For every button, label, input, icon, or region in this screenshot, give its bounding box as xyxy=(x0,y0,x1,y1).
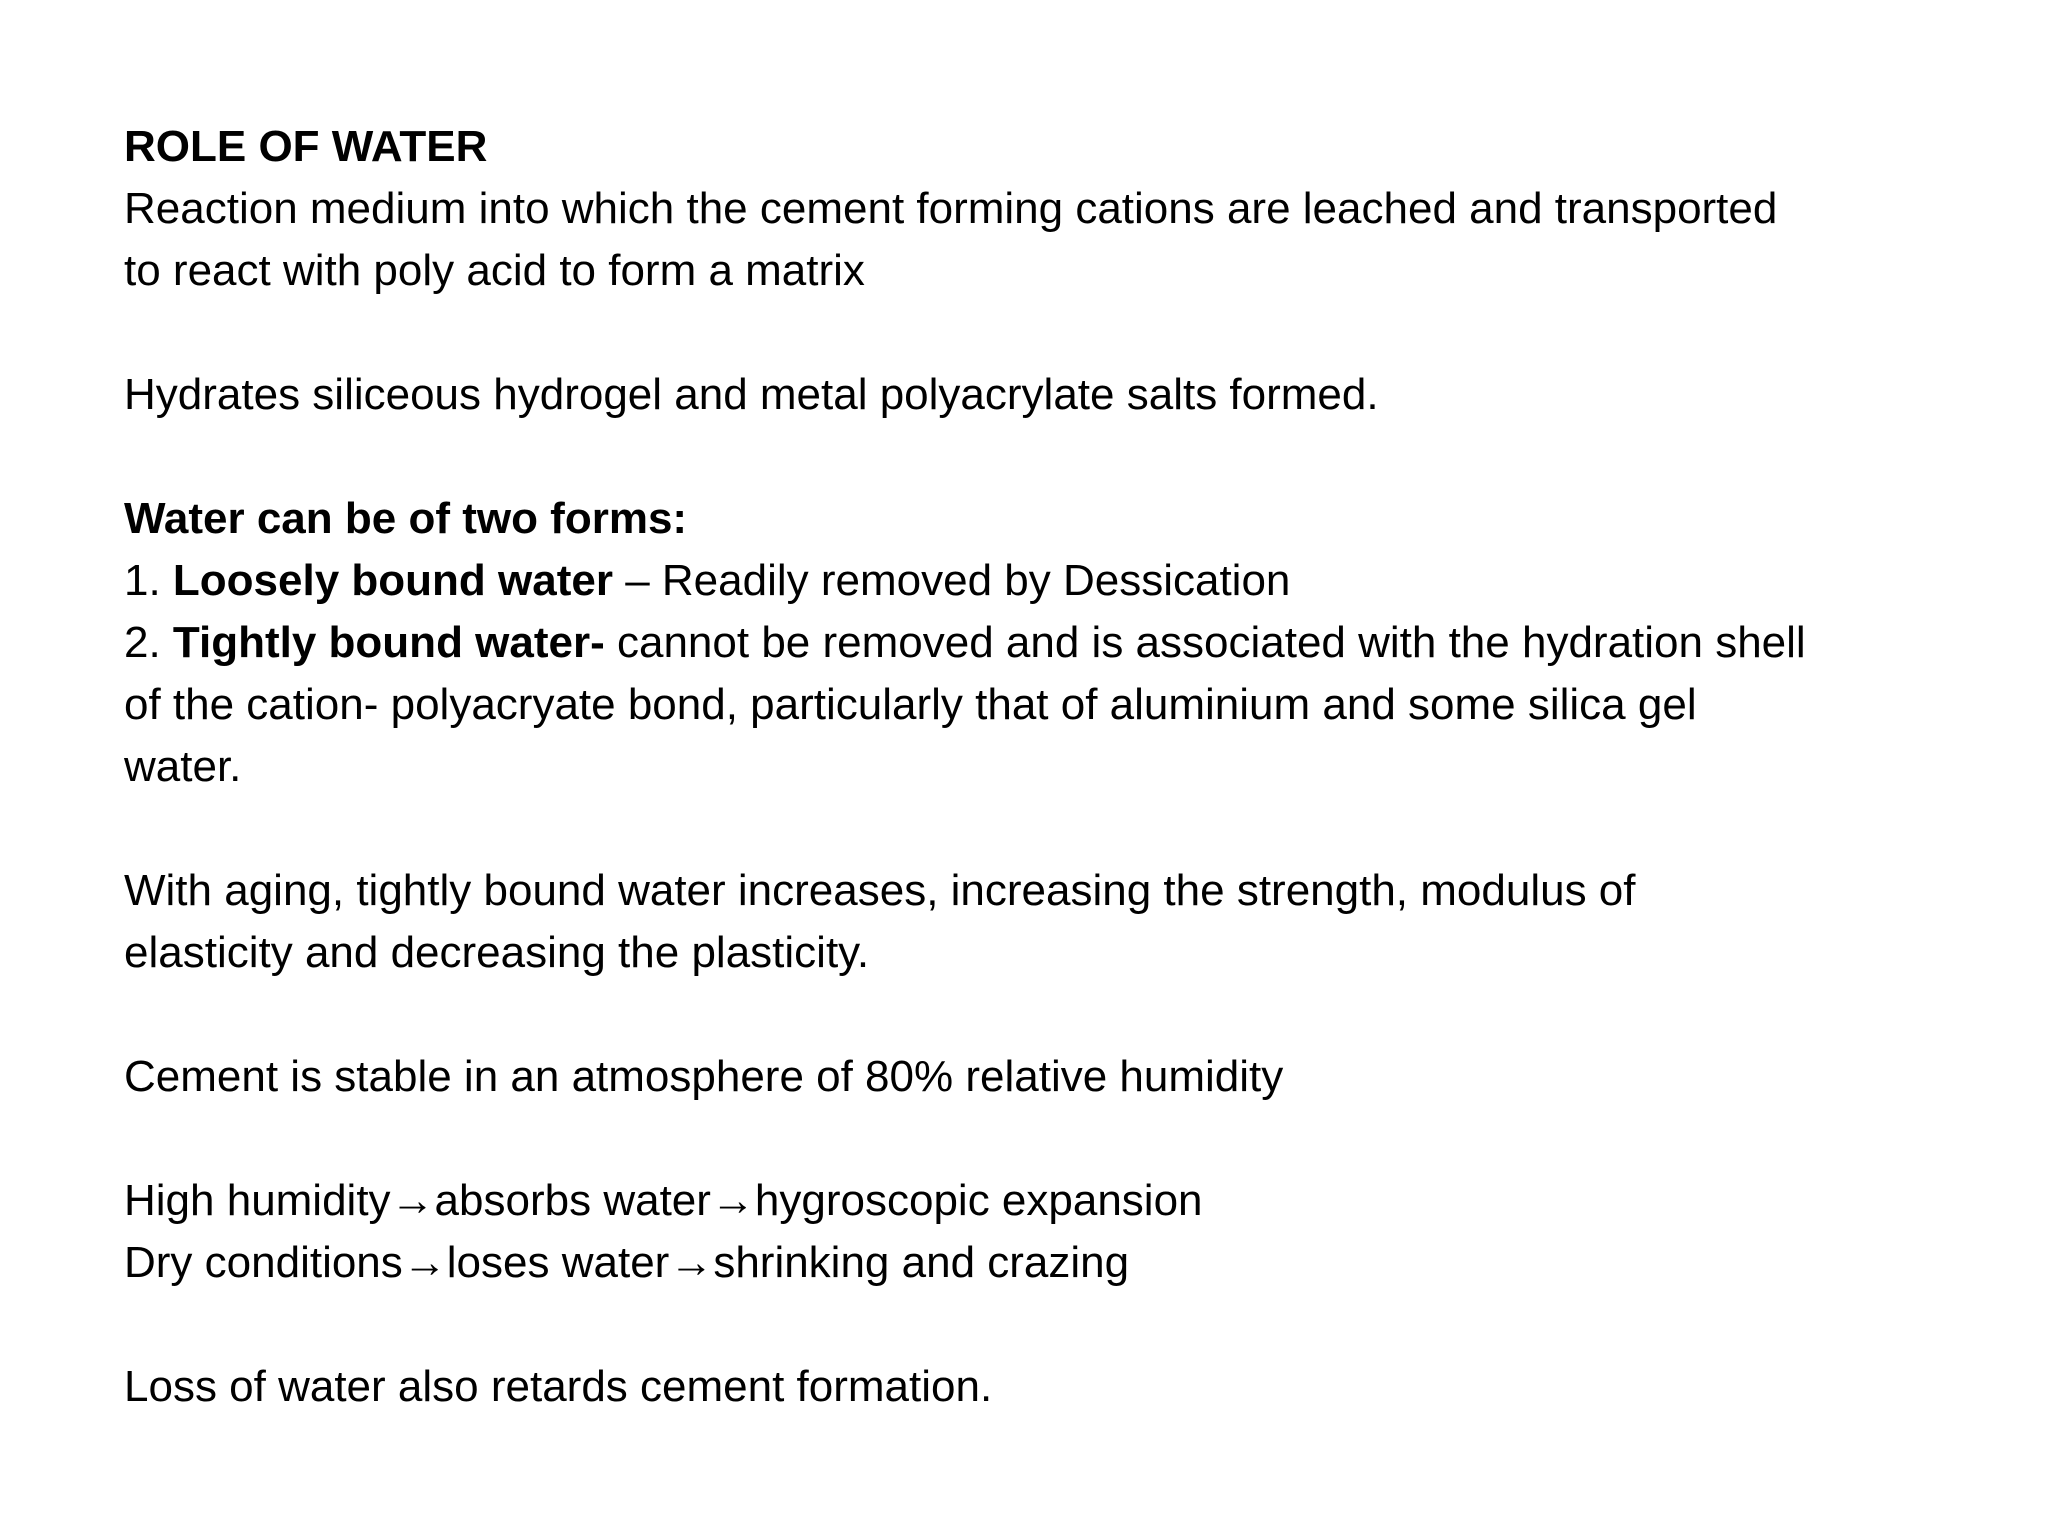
reaction-medium-line-1: Reaction medium into which the cement forming cations are leached and transported xyxy=(124,184,1778,233)
water-form-item-1 xyxy=(124,550,1954,612)
spacer xyxy=(124,984,1954,1046)
spacer xyxy=(124,1294,1954,1356)
water-form-item-2 xyxy=(124,612,1954,674)
item-2-description-line-1: cannot be removed and is associated with the hydration shell xyxy=(604,618,1806,667)
reaction-medium-line-2: to react with poly acid to form a matrix xyxy=(124,246,865,295)
spacer xyxy=(124,798,1954,860)
water-forms-heading: Water can be of two forms: xyxy=(124,494,688,543)
water-loss-paragraph: Loss of water also retards cement formation. xyxy=(124,1362,993,1411)
stability-paragraph: Cement is stable in an atmosphere of 80% relative humidity xyxy=(124,1052,1284,1101)
slide-title: ROLE OF WATER xyxy=(124,122,488,171)
item-1-description: – Readily removed by Dessication xyxy=(612,556,1291,605)
spacer xyxy=(124,426,1954,488)
item-1-term: Loosely bound water xyxy=(172,556,613,605)
item-1-number: 1. xyxy=(124,556,173,605)
dry-conditions-line: Dry conditions→loses water→shrinking and crazing xyxy=(124,1238,1130,1287)
item-2-description-line-3: water. xyxy=(124,742,242,791)
hydrates-paragraph: Hydrates siliceous hydrogel and metal polyacrylate salts formed. xyxy=(124,370,1379,419)
item-2-number: 2. xyxy=(124,618,173,667)
high-humidity-line: High humidity→absorbs water→hygroscopic expansion xyxy=(124,1176,1203,1225)
aging-line-2: elasticity and decreasing the plasticity. xyxy=(124,928,870,977)
slide-content xyxy=(124,116,1954,1418)
item-2-term: Tightly bound water- xyxy=(172,618,605,667)
aging-line-1: With aging, tightly bound water increases, increasing the strength, modulus of xyxy=(124,866,1636,915)
item-2-description-line-2: of the cation- polyacryate bond, particularly that of aluminium and some silica gel xyxy=(124,680,1697,729)
spacer xyxy=(124,302,1954,364)
spacer xyxy=(124,1108,1954,1170)
